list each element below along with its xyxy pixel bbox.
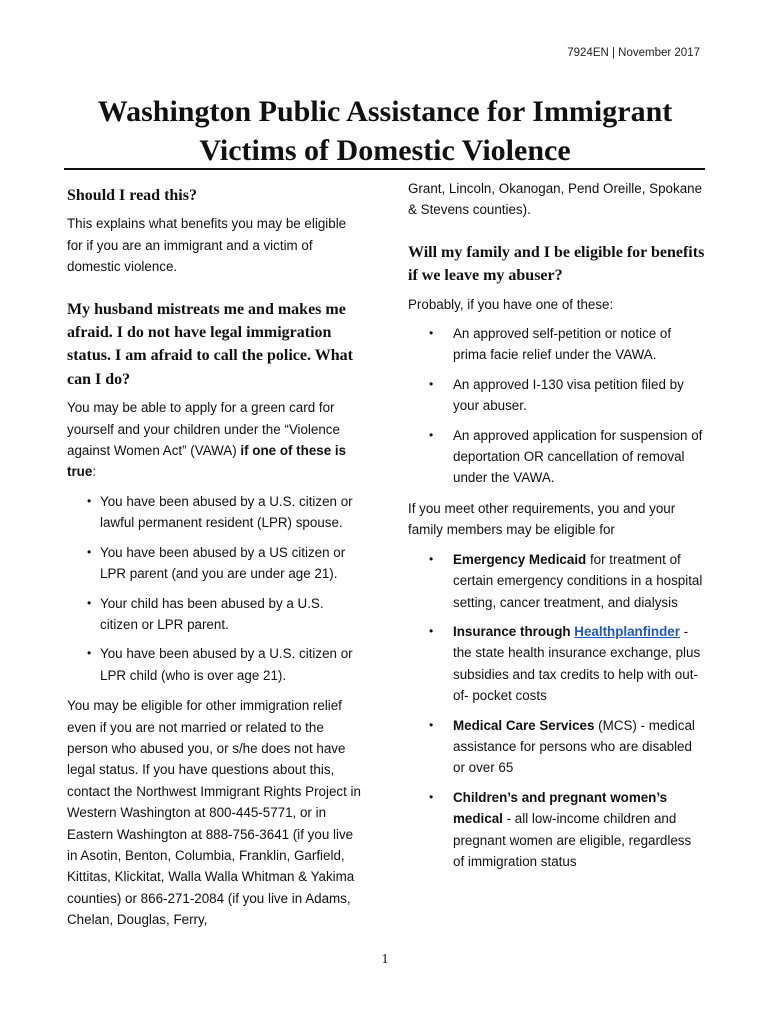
- approval-list: [408, 323, 706, 489]
- list-item-text: You have been abused by a US citizen or LPR parent (and you are under age 21).: [100, 544, 346, 582]
- list-item: [67, 593, 365, 636]
- document-reference: 7924EN | November 2017: [567, 47, 700, 59]
- vawa-text: You may be able to apply for a green card for yourself and your children under the “Violence against Women Act” (VAWA): [67, 400, 340, 459]
- list-item-text: Your child has been abused by a U.S. citizen or LPR parent.: [100, 595, 324, 632]
- heading-eligible-benefits: Will my family and I be eligible for benefits if we leave my abuser?: [408, 243, 705, 285]
- left-column: [67, 178, 365, 931]
- mcs-label: Medical Care Services: [453, 717, 595, 733]
- bullet-icon: •: [87, 646, 92, 661]
- vawa-condition: if one of these is true: [67, 443, 347, 480]
- vawa-paragraph: [67, 397, 365, 483]
- intro-paragraph: This explains what benefits you may be eligible for if you are an immigrant and a victim of domestic violence.: [67, 216, 347, 275]
- bullet-icon: •: [429, 789, 434, 804]
- requirements-paragraph: If you meet other requirements, you and your family members may be eligible for: [408, 500, 676, 538]
- list-item: [408, 374, 706, 417]
- children-medical-text: - all low-income children and pregnant women are eligible, regardless of immigration status: [453, 811, 692, 869]
- bullet-icon: •: [429, 427, 434, 442]
- healthplanfinder-link[interactable]: Healthplanfinder: [574, 623, 680, 639]
- bullet-icon: •: [429, 326, 434, 341]
- list-item: [67, 643, 365, 686]
- list-item-text: You have been abused by a U.S. citizen or LPR child (who is over age 21).: [100, 646, 353, 683]
- list-item: [408, 787, 706, 873]
- list-item-text: An approved application for suspension of deportation OR cancellation of removal under the VAWA.: [453, 427, 703, 486]
- bullet-icon: •: [87, 544, 92, 559]
- other-relief-paragraph: You may be eligible for other immigration relief even if you are not married or related to the person who abused you, or s/he does not have legal status. If you have questions about this, contact the Northwest Immigrant Rights Project in Western Washington at 800-445-5771, or in Eastern Washington at 888-756-3641 (if you live in Asotin, Benton, Columbia, Franklin, Garfield, Kittitas, Klickitat, Walla Walla Whitman & Yakima counties) or 866-271-2084 (if you live in Adams, Chelan, Douglas, Ferry,: [67, 698, 361, 928]
- title-line-2: Victims of Domestic Violence: [199, 134, 571, 167]
- vawa-colon: :: [92, 464, 97, 480]
- counties-continued: Grant, Lincoln, Okanogan, Pend Oreille, Spokane & Stevens counties).: [408, 181, 703, 218]
- list-item: [408, 425, 706, 489]
- insurance-text: - the state health insurance exchange, plus subsidies and tax credits to help with out-of- pocket costs: [453, 623, 701, 704]
- insurance-label: Insurance through: [453, 623, 575, 639]
- list-item: [67, 542, 365, 585]
- page-title: [60, 92, 710, 170]
- list-item: [67, 491, 365, 534]
- children-medical-label: Children’s and pregnant women’s medical: [453, 789, 668, 827]
- bullet-icon: •: [87, 493, 92, 508]
- list-item-text: You have been abused by a U.S. citizen or lawful permanent resident (LPR) spouse.: [100, 493, 353, 531]
- list-item-text: An approved self-petition or notice of prima facie relief under the VAWA.: [453, 326, 672, 363]
- page-number: 1: [381, 952, 389, 967]
- list-item: [408, 549, 706, 613]
- heading-should-i-read: Should I read this?: [67, 187, 197, 204]
- list-item: [408, 715, 706, 779]
- benefits-list: [408, 549, 706, 873]
- vawa-conditions-list: [67, 491, 365, 686]
- bullet-icon: •: [429, 551, 434, 566]
- list-item: [408, 621, 706, 707]
- bullet-icon: •: [429, 376, 434, 391]
- title-rule: [64, 168, 705, 170]
- emergency-medicaid-label: Emergency Medicaid: [453, 551, 587, 567]
- list-item-text: An approved I-130 visa petition filed by your abuser.: [453, 376, 684, 414]
- bullet-icon: •: [87, 595, 92, 610]
- heading-what-can-i-do: My husband mistreats me and makes me afraid. I do not have legal immigration status. I am afraid to call the police. What can I do?: [67, 300, 353, 388]
- bullet-icon: •: [429, 717, 434, 732]
- bullet-icon: •: [429, 623, 434, 638]
- probably-paragraph: Probably, if you have one of these:: [408, 296, 614, 312]
- mcs-text: (MCS) - medical assistance for persons who are disabled or over 65: [453, 717, 695, 776]
- list-item: [408, 323, 706, 366]
- right-column: [408, 178, 706, 872]
- title-line-1: Washington Public Assistance for Immigrant: [97, 95, 673, 128]
- emergency-medicaid-text: for treatment of certain emergency conditions in a hospital setting, cancer treatment, and dialysis: [453, 551, 703, 610]
